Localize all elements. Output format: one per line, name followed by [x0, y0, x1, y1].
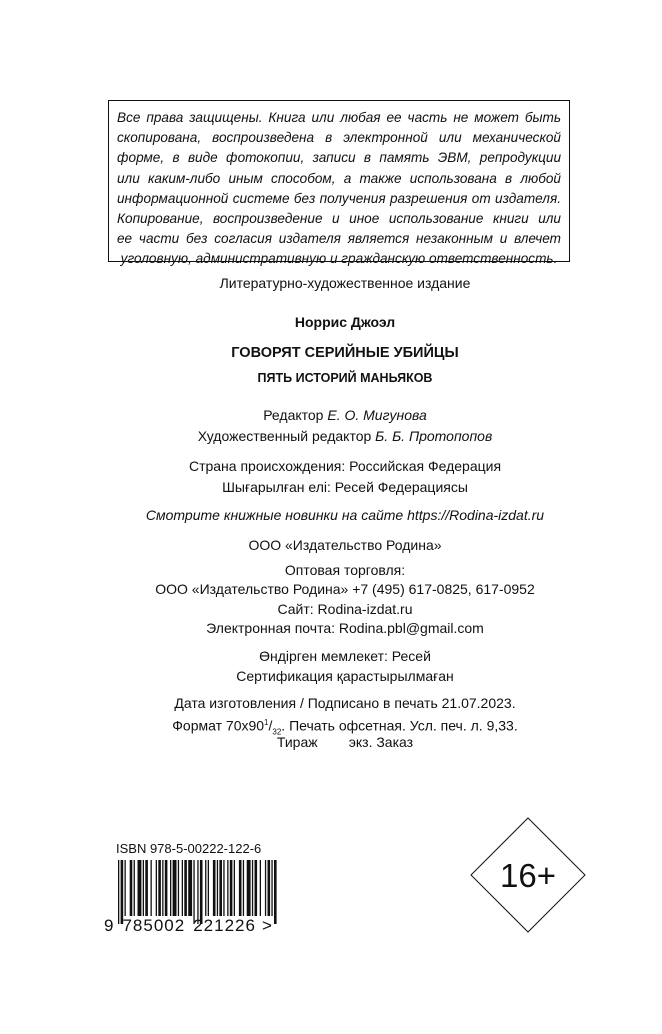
barcode-bar	[156, 860, 157, 916]
genre: Литературно-художественное издание	[219, 275, 471, 291]
barcode-bar	[162, 860, 163, 916]
barcode-first: 9	[104, 916, 115, 935]
barcode	[116, 860, 286, 924]
barcode-bar	[178, 860, 179, 916]
country-kz: Шығарылған елі: Ресей Федерациясы	[222, 479, 468, 495]
publisher: ООО «Издательство Родина»	[248, 537, 442, 553]
book-subtitle: ПЯТЬ ИСТОРИЙ МАНЬЯКОВ	[257, 371, 433, 385]
format-den: 32	[272, 727, 282, 737]
barcode-bar	[265, 860, 266, 916]
barcode-bar	[213, 860, 216, 916]
barcode-bar	[197, 860, 198, 924]
barcode-bar	[274, 860, 277, 924]
barcode-bar	[271, 860, 272, 916]
barcode-bar	[193, 860, 194, 924]
site: Сайт: Rodina-izdat.ru	[277, 601, 413, 617]
barcode-bar	[151, 860, 152, 916]
author: Норрис Джоэл	[294, 314, 396, 330]
notice-line: ее части без согласия издателя является незаконным и влечет	[117, 231, 561, 247]
country: Страна происхождения: Российская Федерация	[188, 458, 502, 474]
cert-kz: Сертификация қарастырылмаған	[236, 668, 454, 684]
art-editor-name: Б. Б. Протопопов	[375, 428, 493, 444]
barcode-bar	[223, 860, 224, 916]
wholesale-contacts: ООО «Издательство Родина» +7 (495) 617-0825, 617-0952	[155, 581, 535, 597]
notice-line: скопирована, воспроизведена в электронной или механической	[117, 130, 561, 146]
barcode-arrow: >	[261, 916, 273, 935]
barcode-bar	[121, 860, 124, 924]
format-num: 1	[264, 718, 269, 727]
barcode-digits	[104, 916, 273, 936]
barcode-bar	[158, 860, 161, 916]
notice-line: уголовную, административную и гражданскую ответственность.	[120, 251, 558, 267]
format: Формат $70x90^1/_{32}$. Печать офсетная. Усл. печ. л. 9,33.	[172, 717, 518, 737]
barcode-bar	[188, 860, 192, 916]
barcode-left: 785002	[122, 916, 186, 935]
barcode-bar	[165, 860, 168, 916]
print-run: Тираж экз. Заказ	[276, 734, 414, 750]
barcode-bar	[184, 860, 187, 916]
art-editor-label: Художественный редактор	[197, 428, 376, 444]
editor-name: Е. О. Мигунова	[327, 407, 427, 423]
producer-kz: Өндірген мемлекет: Ресей	[259, 648, 431, 664]
print-date: Дата изготовления / Подписано в печать 21.07.2023.	[174, 695, 516, 711]
barcode-bar	[268, 860, 271, 916]
age-rating-badge	[470, 817, 586, 933]
barcode-bar	[252, 860, 253, 916]
barcode-bar	[125, 860, 126, 916]
notice-line: форме, в виде фотокопии, записи в память ЭВМ, репродукции	[117, 150, 561, 166]
barcode-bar	[255, 860, 258, 916]
barcode-bar	[205, 860, 206, 916]
email: Электронная почта: Rodina.pbl@gmail.com	[206, 620, 484, 636]
notice-line: или каким-либо иным способом, а также использована в любой	[117, 170, 561, 186]
barcode-right: 221226	[193, 916, 256, 935]
barcode-bar	[208, 860, 209, 916]
format-prefix: Формат 70x90	[172, 717, 265, 734]
website-note: Смотрите книжные новинки на сайте https://Rodina-izdat.ru	[145, 507, 545, 523]
wholesale-label: Оптовая торговля:	[284, 562, 406, 578]
notice-line: Все права защищены. Книга или любая ее часть не может быть	[117, 110, 561, 125]
format-suffix: . Печать офсетная. Усл. печ. л. 9,33.	[281, 717, 518, 734]
age-rating: 16+	[500, 857, 556, 894]
barcode-bar	[170, 860, 171, 916]
barcode-bar	[134, 860, 135, 916]
barcode-bar	[118, 860, 119, 924]
editor	[0, 405, 662, 425]
barcode-bar	[219, 860, 222, 916]
barcode-bar	[138, 860, 142, 916]
barcode-bar	[234, 860, 235, 916]
editor-label: Редактор	[263, 407, 328, 423]
barcode-bar	[243, 860, 244, 916]
barcode-bar	[227, 860, 228, 916]
barcode-bar	[247, 860, 251, 916]
barcode-bar	[200, 860, 203, 924]
art-editor	[0, 426, 662, 446]
copyright-notice	[108, 100, 570, 267]
notice-line: Копирование, воспроизведение и иное использование книги или	[117, 211, 561, 227]
barcode-bar	[260, 860, 261, 916]
notice-line: информационной системе без получения разрешения от издателя.	[117, 190, 561, 206]
barcode-bar	[143, 860, 144, 916]
barcode-bar	[182, 860, 183, 916]
isbn: ISBN 978-5-00222-122-6	[116, 841, 262, 856]
barcode-bar	[239, 860, 242, 916]
barcode-bar	[130, 860, 133, 916]
barcode-bar	[145, 860, 148, 916]
barcode-bar	[217, 860, 218, 916]
barcode-bar	[230, 860, 233, 916]
book-title: ГОВОРЯТ СЕРИЙНЫЕ УБИЙЦЫ	[231, 345, 459, 361]
barcode-bar	[173, 860, 177, 916]
